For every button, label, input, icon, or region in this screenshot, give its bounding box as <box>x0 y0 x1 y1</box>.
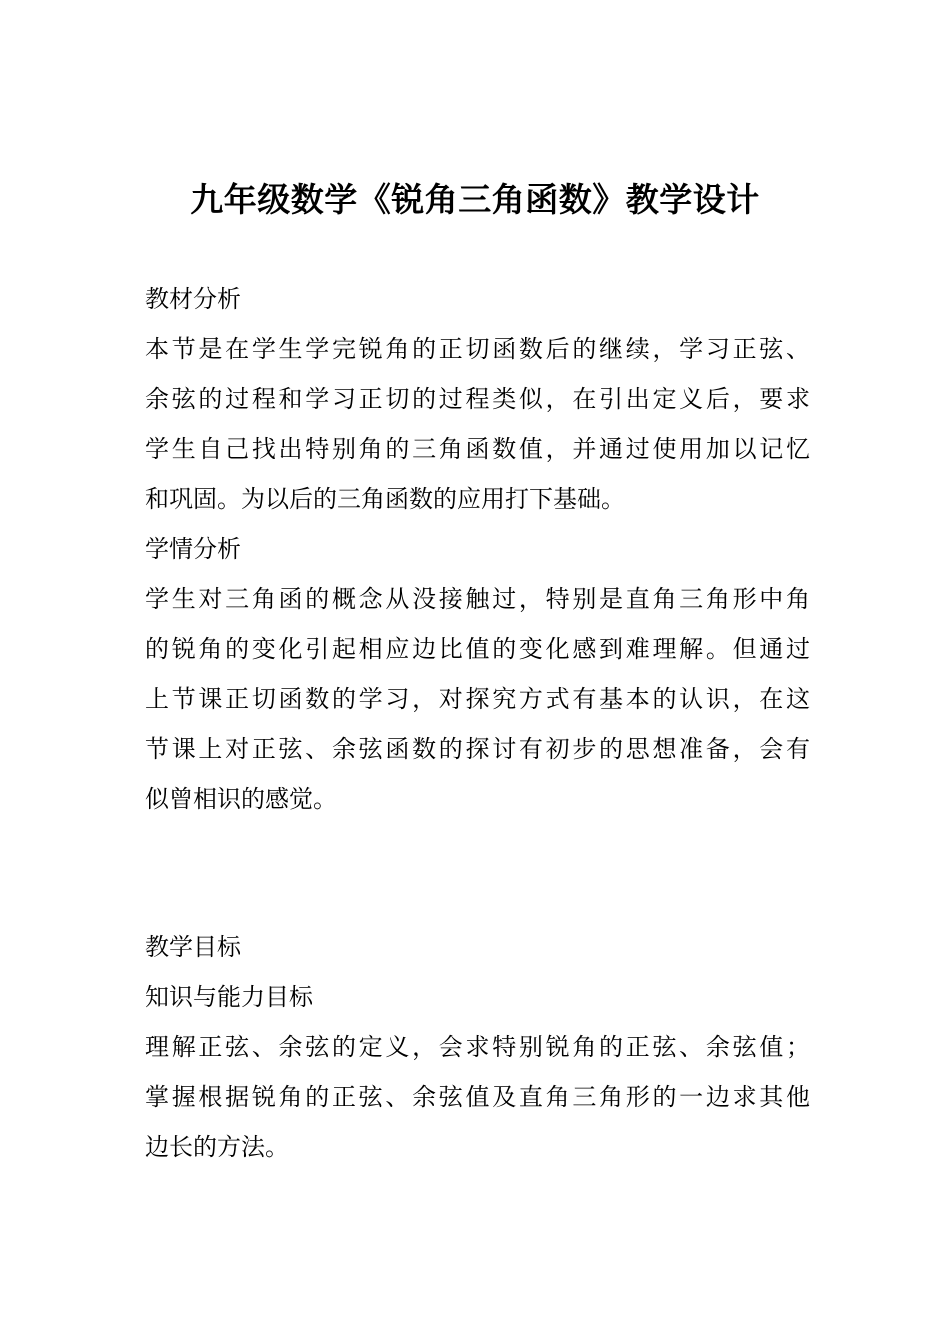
paragraph-line: 学生自己找出特别角的三角函数值，并通过使用加以记忆 <box>145 435 810 463</box>
document-title: 九年级数学《锐角三角函数》教学设计 <box>190 180 760 219</box>
teaching-goals-section <box>145 922 810 1172</box>
knowledge-goals-subheading: 知识与能力目标 <box>145 983 313 1011</box>
student-analysis-section <box>145 524 810 824</box>
paragraph-line: 理解正弦、余弦的定义，会求特别锐角的正弦、余弦值； <box>145 1033 810 1061</box>
material-analysis-section <box>145 274 810 524</box>
student-analysis-heading: 学情分析 <box>145 535 241 563</box>
paragraph-line: 边长的方法。 <box>145 1133 289 1161</box>
material-analysis-heading: 教材分析 <box>145 285 241 313</box>
paragraph-line: 余弦的过程和学习正切的过程类似，在引出定义后，要求 <box>145 385 810 413</box>
paragraph-line: 上节课正切函数的学习，对探究方式有基本的认识，在这 <box>145 685 810 713</box>
paragraph-line: 本节是在学生学完锐角的正切函数后的继续，学习正弦、 <box>145 335 810 363</box>
paragraph-line: 和巩固。为以后的三角函数的应用打下基础。 <box>145 485 625 513</box>
teaching-goals-heading: 教学目标 <box>145 933 241 961</box>
paragraph-line: 节课上对正弦、余弦函数的探讨有初步的思想准备，会有 <box>145 735 810 763</box>
paragraph-line: 掌握根据锐角的正弦、余弦值及直角三角形的一边求其他 <box>145 1083 810 1111</box>
paragraph-line: 似曾相识的感觉。 <box>145 785 337 813</box>
paragraph-line: 的锐角的变化引起相应边比值的变化感到难理解。但通过 <box>145 635 810 663</box>
paragraph-line: 学生对三角函的概念从没接触过，特别是直角三角形中角 <box>145 585 810 613</box>
